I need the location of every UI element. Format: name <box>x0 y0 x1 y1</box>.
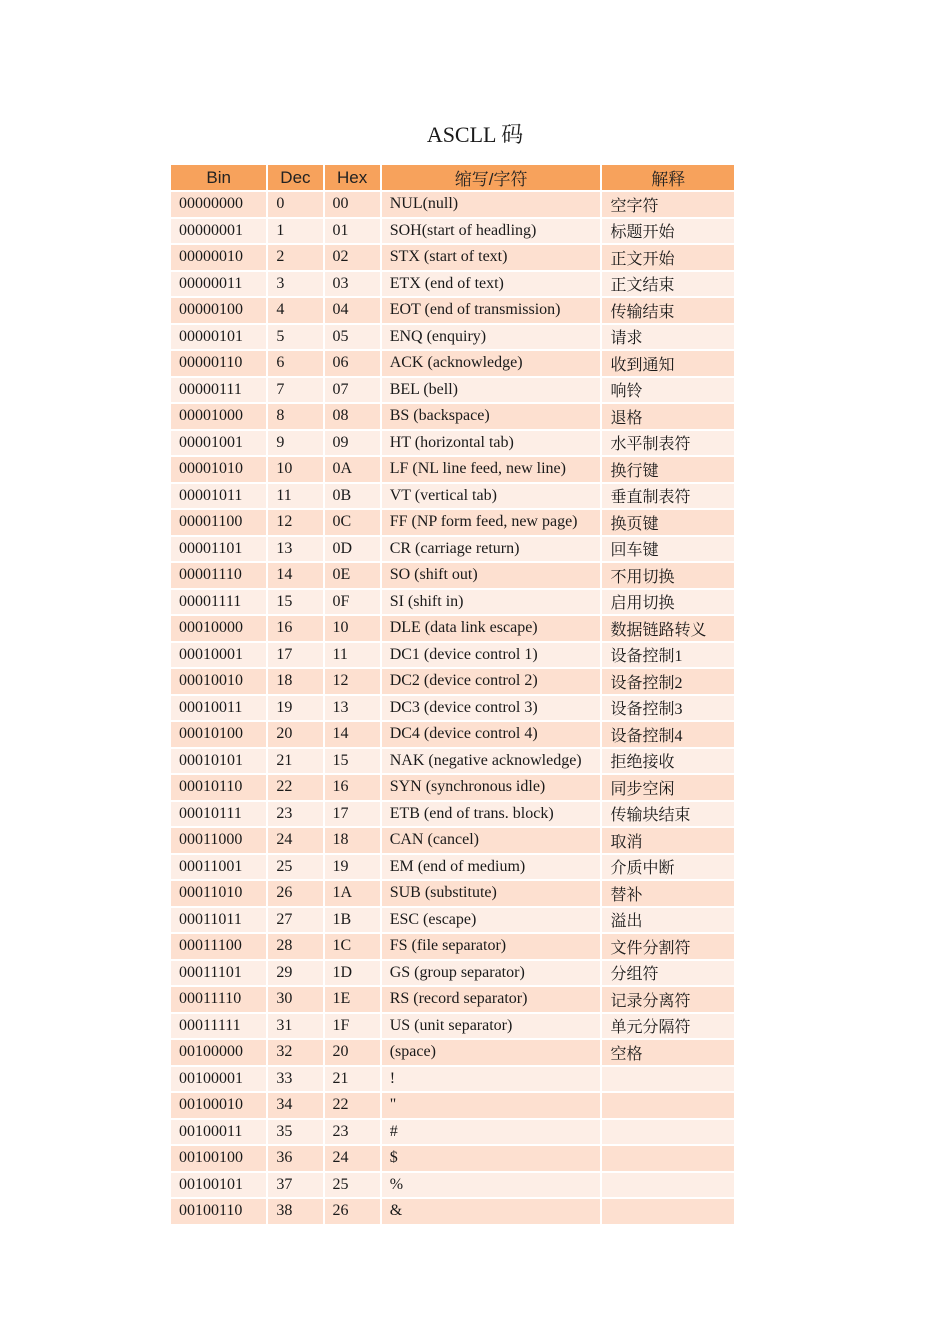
cell-dec: 23 <box>268 802 322 827</box>
table-row <box>171 881 734 906</box>
cell-dec: 30 <box>268 987 322 1012</box>
cell-hex: 25 <box>325 1173 380 1198</box>
table-row <box>171 537 734 562</box>
cell-hex: 0B <box>325 484 380 509</box>
table-row <box>171 1199 734 1224</box>
cell-bin: 00100100 <box>171 1146 266 1171</box>
cell-abbreviation: EOT (end of transmission) <box>382 298 601 323</box>
cell-hex: 1E <box>325 987 380 1012</box>
cell-explanation: 空格 <box>602 1040 734 1065</box>
cell-explanation: 不用切换 <box>602 563 734 588</box>
cell-dec: 35 <box>268 1120 322 1145</box>
cell-bin: 00001000 <box>171 404 266 429</box>
cell-hex: 1B <box>325 908 380 933</box>
cell-abbreviation: SI (shift in) <box>382 590 601 615</box>
cell-abbreviation: EM (end of medium) <box>382 855 601 880</box>
table-row <box>171 1173 734 1198</box>
cell-hex: 19 <box>325 855 380 880</box>
table-row <box>171 404 734 429</box>
cell-bin: 00000110 <box>171 351 266 376</box>
cell-explanation: 同步空闲 <box>602 775 734 800</box>
cell-dec: 10 <box>268 457 322 482</box>
table-row <box>171 934 734 959</box>
cell-bin: 00100010 <box>171 1093 266 1118</box>
cell-bin: 00000001 <box>171 219 266 244</box>
cell-explanation: 数据链路转义 <box>602 616 734 641</box>
cell-hex: 21 <box>325 1067 380 1092</box>
table-row <box>171 669 734 694</box>
column-header-hex: Hex <box>325 165 380 190</box>
table-body <box>171 192 734 1224</box>
cell-hex: 02 <box>325 245 380 270</box>
cell-abbreviation: RS (record separator) <box>382 987 601 1012</box>
cell-explanation <box>602 1120 734 1145</box>
cell-hex: 26 <box>325 1199 380 1224</box>
cell-abbreviation: LF (NL line feed, new line) <box>382 457 601 482</box>
cell-hex: 22 <box>325 1093 380 1118</box>
cell-abbreviation: SUB (substitute) <box>382 881 601 906</box>
cell-hex: 10 <box>325 616 380 641</box>
cell-dec: 37 <box>268 1173 322 1198</box>
cell-abbreviation: VT (vertical tab) <box>382 484 601 509</box>
column-header-abbreviation: 缩写/字符 <box>382 165 601 190</box>
cell-dec: 33 <box>268 1067 322 1092</box>
cell-bin: 00001010 <box>171 457 266 482</box>
cell-dec: 8 <box>268 404 322 429</box>
table-row <box>171 802 734 827</box>
table-row <box>171 775 734 800</box>
cell-hex: 08 <box>325 404 380 429</box>
cell-explanation <box>602 1067 734 1092</box>
ascii-table <box>169 163 736 1226</box>
cell-bin: 00001001 <box>171 431 266 456</box>
table-row <box>171 590 734 615</box>
cell-dec: 6 <box>268 351 322 376</box>
cell-abbreviation: # <box>382 1120 601 1145</box>
table-row <box>171 245 734 270</box>
cell-hex: 14 <box>325 722 380 747</box>
cell-explanation: 收到通知 <box>602 351 734 376</box>
cell-hex: 11 <box>325 643 380 668</box>
cell-abbreviation: NUL(null) <box>382 192 601 217</box>
cell-explanation: 替补 <box>602 881 734 906</box>
cell-hex: 20 <box>325 1040 380 1065</box>
cell-explanation: 回车键 <box>602 537 734 562</box>
cell-hex: 05 <box>325 325 380 350</box>
cell-bin: 00011011 <box>171 908 266 933</box>
table-row <box>171 1040 734 1065</box>
cell-hex: 0F <box>325 590 380 615</box>
table-row <box>171 749 734 774</box>
cell-dec: 1 <box>268 219 322 244</box>
cell-abbreviation: ETB (end of trans. block) <box>382 802 601 827</box>
cell-hex: 12 <box>325 669 380 694</box>
cell-bin: 00000111 <box>171 378 266 403</box>
cell-bin: 00011010 <box>171 881 266 906</box>
table-row <box>171 616 734 641</box>
cell-bin: 00011101 <box>171 961 266 986</box>
table-row <box>171 1093 734 1118</box>
cell-dec: 9 <box>268 431 322 456</box>
cell-bin: 00001111 <box>171 590 266 615</box>
cell-explanation: 退格 <box>602 404 734 429</box>
cell-dec: 38 <box>268 1199 322 1224</box>
cell-dec: 2 <box>268 245 322 270</box>
cell-hex: 17 <box>325 802 380 827</box>
cell-explanation: 换页键 <box>602 510 734 535</box>
table-row <box>171 378 734 403</box>
cell-abbreviation: US (unit separator) <box>382 1014 601 1039</box>
cell-abbreviation: ENQ (enquiry) <box>382 325 601 350</box>
table-row <box>171 272 734 297</box>
table-row <box>171 828 734 853</box>
cell-dec: 15 <box>268 590 322 615</box>
cell-explanation: 拒绝接收 <box>602 749 734 774</box>
table-row <box>171 1014 734 1039</box>
cell-explanation: 启用切换 <box>602 590 734 615</box>
cell-hex: 07 <box>325 378 380 403</box>
cell-hex: 23 <box>325 1120 380 1145</box>
cell-explanation: 标题开始 <box>602 219 734 244</box>
cell-abbreviation: DC4 (device control 4) <box>382 722 601 747</box>
cell-explanation: 空字符 <box>602 192 734 217</box>
cell-dec: 4 <box>268 298 322 323</box>
column-header-dec: Dec <box>268 165 322 190</box>
cell-hex: 00 <box>325 192 380 217</box>
cell-abbreviation: CAN (cancel) <box>382 828 601 853</box>
cell-bin: 00100001 <box>171 1067 266 1092</box>
cell-explanation: 正文开始 <box>602 245 734 270</box>
cell-abbreviation: DC2 (device control 2) <box>382 669 601 694</box>
table-row <box>171 1120 734 1145</box>
cell-bin: 00011100 <box>171 934 266 959</box>
cell-explanation: 记录分离符 <box>602 987 734 1012</box>
cell-abbreviation: $ <box>382 1146 601 1171</box>
table-row <box>171 510 734 535</box>
cell-explanation <box>602 1199 734 1224</box>
cell-bin: 00011111 <box>171 1014 266 1039</box>
cell-abbreviation: DC1 (device control 1) <box>382 643 601 668</box>
table-row <box>171 325 734 350</box>
cell-bin: 00100101 <box>171 1173 266 1198</box>
cell-abbreviation: GS (group separator) <box>382 961 601 986</box>
cell-bin: 00010001 <box>171 643 266 668</box>
cell-dec: 3 <box>268 272 322 297</box>
cell-dec: 7 <box>268 378 322 403</box>
table-row <box>171 855 734 880</box>
cell-bin: 00010000 <box>171 616 266 641</box>
cell-dec: 21 <box>268 749 322 774</box>
cell-explanation: 单元分隔符 <box>602 1014 734 1039</box>
cell-bin: 00010110 <box>171 775 266 800</box>
cell-dec: 14 <box>268 563 322 588</box>
cell-bin: 00100000 <box>171 1040 266 1065</box>
table-row <box>171 563 734 588</box>
cell-bin: 00001101 <box>171 537 266 562</box>
cell-abbreviation: CR (carriage return) <box>382 537 601 562</box>
cell-abbreviation: BEL (bell) <box>382 378 601 403</box>
cell-dec: 22 <box>268 775 322 800</box>
cell-hex: 03 <box>325 272 380 297</box>
table-row <box>171 484 734 509</box>
cell-hex: 0A <box>325 457 380 482</box>
cell-bin: 00000011 <box>171 272 266 297</box>
cell-abbreviation: & <box>382 1199 601 1224</box>
cell-bin: 00000101 <box>171 325 266 350</box>
cell-dec: 13 <box>268 537 322 562</box>
table-row <box>171 457 734 482</box>
cell-dec: 5 <box>268 325 322 350</box>
table-row <box>171 219 734 244</box>
cell-abbreviation: FF (NP form feed, new page) <box>382 510 601 535</box>
cell-bin: 00010111 <box>171 802 266 827</box>
cell-hex: 1F <box>325 1014 380 1039</box>
table-row <box>171 696 734 721</box>
cell-explanation: 溢出 <box>602 908 734 933</box>
cell-dec: 36 <box>268 1146 322 1171</box>
cell-explanation: 垂直制表符 <box>602 484 734 509</box>
cell-bin: 00001011 <box>171 484 266 509</box>
cell-abbreviation: % <box>382 1173 601 1198</box>
cell-explanation: 正文结束 <box>602 272 734 297</box>
cell-bin: 00001100 <box>171 510 266 535</box>
cell-explanation: 水平制表符 <box>602 431 734 456</box>
cell-abbreviation: HT (horizontal tab) <box>382 431 601 456</box>
cell-hex: 06 <box>325 351 380 376</box>
table-row <box>171 722 734 747</box>
table-row <box>171 298 734 323</box>
table-row <box>171 351 734 376</box>
cell-hex: 01 <box>325 219 380 244</box>
cell-bin: 00010011 <box>171 696 266 721</box>
cell-explanation: 传输块结束 <box>602 802 734 827</box>
column-header-bin: Bin <box>171 165 266 190</box>
cell-explanation: 文件分割符 <box>602 934 734 959</box>
cell-hex: 24 <box>325 1146 380 1171</box>
table-row <box>171 643 734 668</box>
table-row <box>171 431 734 456</box>
cell-dec: 24 <box>268 828 322 853</box>
cell-bin: 00010100 <box>171 722 266 747</box>
cell-abbreviation: DC3 (device control 3) <box>382 696 601 721</box>
table-row <box>171 1146 734 1171</box>
cell-explanation: 设备控制2 <box>602 669 734 694</box>
cell-abbreviation: ! <box>382 1067 601 1092</box>
cell-explanation <box>602 1173 734 1198</box>
cell-bin: 00010101 <box>171 749 266 774</box>
cell-dec: 20 <box>268 722 322 747</box>
cell-abbreviation: SO (shift out) <box>382 563 601 588</box>
cell-dec: 17 <box>268 643 322 668</box>
cell-dec: 31 <box>268 1014 322 1039</box>
cell-bin: 00001110 <box>171 563 266 588</box>
cell-bin: 00000010 <box>171 245 266 270</box>
cell-hex: 15 <box>325 749 380 774</box>
cell-hex: 1D <box>325 961 380 986</box>
cell-hex: 1A <box>325 881 380 906</box>
cell-explanation <box>602 1093 734 1118</box>
cell-dec: 18 <box>268 669 322 694</box>
cell-bin: 00010010 <box>171 669 266 694</box>
cell-explanation <box>602 1146 734 1171</box>
cell-dec: 19 <box>268 696 322 721</box>
cell-dec: 34 <box>268 1093 322 1118</box>
cell-explanation: 设备控制1 <box>602 643 734 668</box>
cell-bin: 00000000 <box>171 192 266 217</box>
table-row <box>171 192 734 217</box>
table-row <box>171 1067 734 1092</box>
cell-hex: 04 <box>325 298 380 323</box>
cell-abbreviation: (space) <box>382 1040 601 1065</box>
cell-dec: 29 <box>268 961 322 986</box>
cell-hex: 13 <box>325 696 380 721</box>
cell-bin: 00100011 <box>171 1120 266 1145</box>
cell-abbreviation: FS (file separator) <box>382 934 601 959</box>
cell-explanation: 响铃 <box>602 378 734 403</box>
cell-explanation: 设备控制3 <box>602 696 734 721</box>
cell-abbreviation: BS (backspace) <box>382 404 601 429</box>
cell-abbreviation: SYN (synchronous idle) <box>382 775 601 800</box>
cell-abbreviation: ESC (escape) <box>382 908 601 933</box>
cell-bin: 00011001 <box>171 855 266 880</box>
table-row <box>171 908 734 933</box>
cell-dec: 32 <box>268 1040 322 1065</box>
cell-abbreviation: " <box>382 1093 601 1118</box>
document-title: ASCLL 码 <box>426 122 524 147</box>
cell-explanation: 分组符 <box>602 961 734 986</box>
cell-explanation: 介质中断 <box>602 855 734 880</box>
table-row <box>171 987 734 1012</box>
cell-abbreviation: ACK (acknowledge) <box>382 351 601 376</box>
column-header-explanation: 解释 <box>602 165 734 190</box>
cell-abbreviation: STX (start of text) <box>382 245 601 270</box>
cell-bin: 00100110 <box>171 1199 266 1224</box>
cell-abbreviation: NAK (negative acknowledge) <box>382 749 601 774</box>
cell-hex: 0D <box>325 537 380 562</box>
cell-bin: 00011000 <box>171 828 266 853</box>
cell-explanation: 设备控制4 <box>602 722 734 747</box>
cell-bin: 00000100 <box>171 298 266 323</box>
cell-dec: 16 <box>268 616 322 641</box>
cell-explanation: 传输结束 <box>602 298 734 323</box>
cell-bin: 00011110 <box>171 987 266 1012</box>
cell-dec: 25 <box>268 855 322 880</box>
cell-hex: 18 <box>325 828 380 853</box>
cell-hex: 1C <box>325 934 380 959</box>
cell-hex: 16 <box>325 775 380 800</box>
table-header-row <box>171 165 734 190</box>
cell-abbreviation: DLE (data link escape) <box>382 616 601 641</box>
cell-hex: 0C <box>325 510 380 535</box>
cell-hex: 09 <box>325 431 380 456</box>
cell-abbreviation: SOH(start of headling) <box>382 219 601 244</box>
cell-dec: 0 <box>268 192 322 217</box>
cell-dec: 28 <box>268 934 322 959</box>
cell-dec: 11 <box>268 484 322 509</box>
cell-dec: 26 <box>268 881 322 906</box>
cell-explanation: 取消 <box>602 828 734 853</box>
table-row <box>171 961 734 986</box>
cell-dec: 27 <box>268 908 322 933</box>
cell-hex: 0E <box>325 563 380 588</box>
cell-dec: 12 <box>268 510 322 535</box>
cell-explanation: 请求 <box>602 325 734 350</box>
cell-explanation: 换行键 <box>602 457 734 482</box>
cell-abbreviation: ETX (end of text) <box>382 272 601 297</box>
